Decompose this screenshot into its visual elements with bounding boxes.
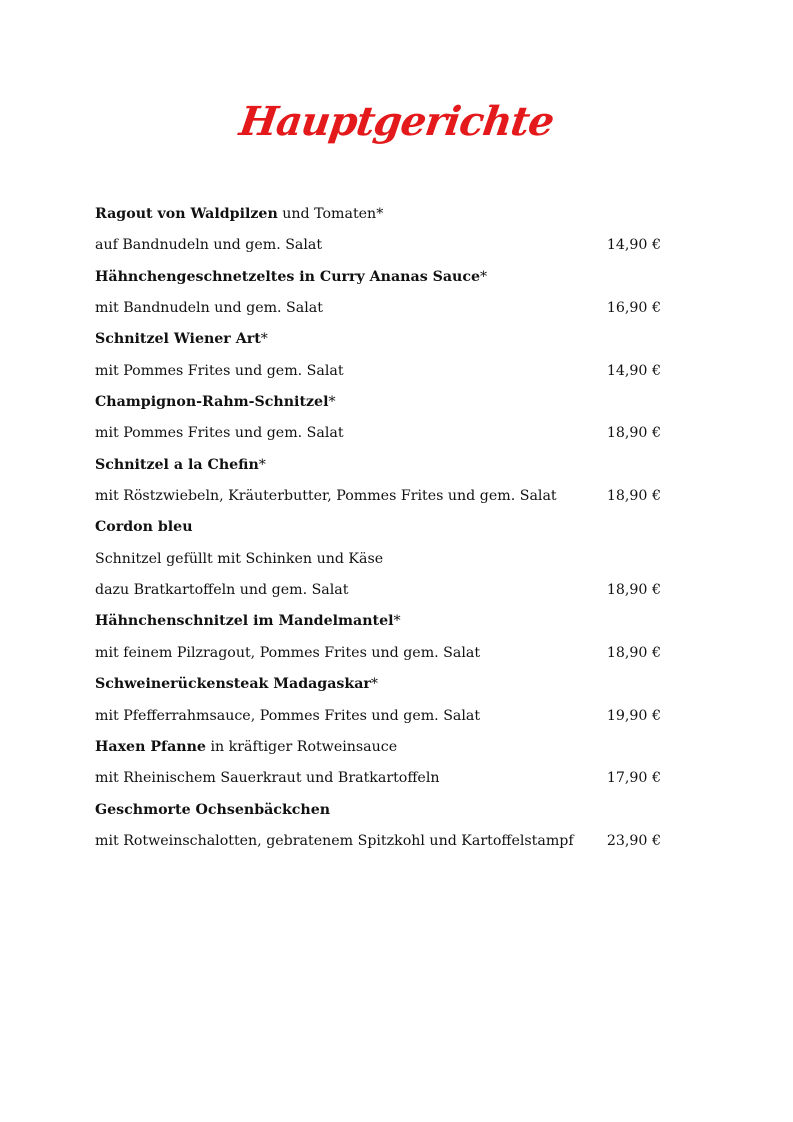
dish-description: mit feinem Pilzragout, Pommes Frites und gem. Salat: [95, 644, 481, 661]
dish-name-suffix: und Tomaten*: [277, 206, 384, 222]
dish-description: mit Pommes Frites und gem. Salat: [95, 362, 344, 379]
dish-name-suffix: *: [370, 676, 379, 693]
dish-name-suffix: *: [328, 394, 336, 411]
dish-description-line: [95, 356, 665, 387]
dish-name: Hähnchenschnitzel im Mandelmantel: [95, 613, 394, 630]
dish-name-line: [95, 795, 665, 826]
dish-description: mit Pommes Frites und gem. Salat: [95, 425, 344, 442]
dish-description-line: [95, 230, 665, 261]
dish-price: 18,90 €: [606, 425, 661, 442]
dish-name-line: [95, 732, 665, 763]
dish-name-suffix: *: [393, 613, 401, 630]
dish-description-line: [95, 481, 665, 512]
dish-name-line: [95, 262, 665, 293]
dish-description-line: [95, 418, 665, 449]
menu-list: [95, 199, 665, 857]
page-title: Hauptgerichte: [236, 98, 557, 145]
dish-price: 14,90 €: [606, 362, 661, 379]
dish-name-suffix: in kräftiger Rotweinsauce: [205, 738, 398, 755]
dish-price: 16,90 €: [606, 300, 661, 317]
dish-name: Schweinerückensteak Madagaskar: [95, 676, 371, 693]
dish-name-line: [95, 324, 665, 355]
dish-price: 14,90 €: [606, 237, 661, 254]
dish-price: 18,90 €: [606, 488, 661, 505]
dish-name-line: [95, 606, 665, 637]
dish-name-line: [95, 199, 665, 230]
dish-name: Geschmorte Ochsenbäckchen: [95, 801, 331, 818]
dish-name: Ragout von Waldpilzen: [95, 206, 278, 222]
dish-name-line: [95, 512, 665, 543]
dish-name: Schnitzel Wiener Art: [95, 331, 261, 348]
dish-name: Haxen Pfanne: [95, 738, 206, 755]
dish-name: Hähnchengeschnetzeltes in Curry Ananas Sauce: [95, 268, 481, 285]
dish-description: mit Rheinischem Sauerkraut und Bratkartoffeln: [95, 770, 440, 787]
dish-description: auf Bandnudeln und gem. Salat: [95, 237, 323, 254]
dish-description-line: [95, 701, 665, 732]
dish-description-line: [95, 544, 665, 575]
dish-description-line: [95, 293, 665, 324]
dish-name: Cordon bleu: [95, 519, 193, 536]
dish-price: 17,90 €: [606, 770, 661, 787]
dish-description: mit Bandnudeln und gem. Salat: [95, 300, 323, 317]
dish-name-suffix: *: [260, 331, 268, 348]
dish-description: Schnitzel gefüllt mit Schinken und Käse: [95, 550, 384, 567]
dish-description: mit Pfefferrahmsauce, Pommes Frites und gem. Salat: [95, 707, 481, 724]
dish-description-line: [95, 763, 665, 794]
dish-price: 23,90 €: [606, 832, 661, 849]
dish-description-line: [95, 826, 665, 857]
dish-name: Schnitzel a la Chefin: [95, 456, 259, 473]
dish-price: 18,90 €: [606, 644, 661, 661]
dish-name-line: [95, 450, 665, 481]
dish-name: Champignon-Rahm-Schnitzel: [95, 394, 329, 411]
dish-description: mit Röstzwiebeln, Kräuterbutter, Pommes Frites und gem. Salat: [95, 488, 557, 505]
dish-description-line: [95, 638, 665, 669]
dish-price: 19,90 €: [606, 707, 661, 724]
dish-description-line: [95, 575, 665, 606]
dish-name-suffix: *: [258, 456, 266, 473]
dish-name-line: [95, 387, 665, 418]
dish-name-suffix: *: [480, 268, 488, 285]
dish-price: 18,90 €: [606, 582, 661, 599]
dish-name-line: [95, 669, 665, 700]
dish-description: dazu Bratkartoffeln und gem. Salat: [95, 582, 349, 599]
dish-description: mit Rotweinschalotten, gebratenem Spitzkohl und Kartoffelstampf: [95, 832, 574, 849]
